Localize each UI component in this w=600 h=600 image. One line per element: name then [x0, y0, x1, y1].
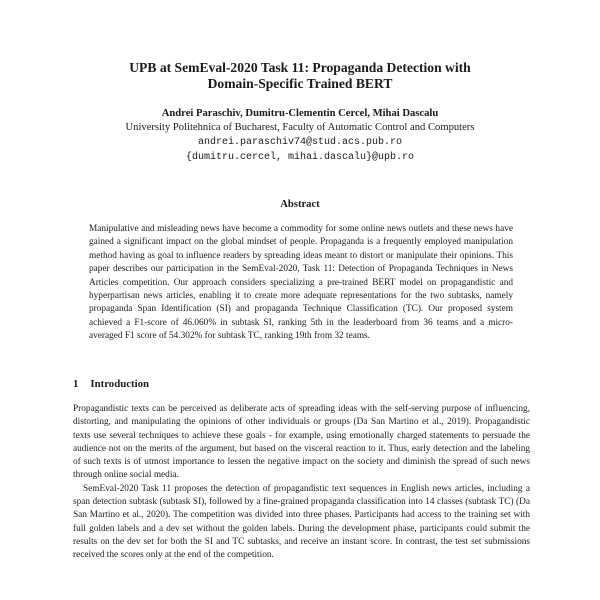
section-title: Introduction [90, 378, 150, 390]
intro-paragraph-1: Propagandistic texts can be perceived as deliberate acts of spreading ideas with the self-serving purpose of influencing, distorting, and manipulating the opinions of other individuals or groups (Da San Martino et al., 2019). Propagandistic texts use several techniques to achieve these goals - for example, using emotionally charged statements to persuade the audience not on the merits of the argument, but based on the visceral reaction to it. Thus, early detection and the labeling of such texts is of utmost importance to lessen the negative impact on the society and diminish the spread of such news through online social media. [73, 404, 530, 481]
paper-title-line-2: Domain-Specific Trained BERT [207, 76, 393, 91]
paper-title-line-1: UPB at SemEval-2020 Task 11: Propaganda Detection with [129, 60, 471, 75]
abstract-heading: Abstract [280, 199, 320, 210]
abstract-text: Manipulative and misleading news have become a commodity for some online news outlets and these news have gained a significant impact on the global mindset of people. Propaganda is a frequently employed manipulation method having as goal to influence readers by spreading ideas meant to distort or manipulate their opinions. This paper describes our participation in the SemEval-2020, Task 11: Detection of Propaganda Techniques in News Articles competition. Our approach considers specializing a pre-trained BERT model on propagandistic and hyperpartisan news articles, enabling it to create more adequate representations for the two subtasks, namely propaganda Span Identification (SI) and propaganda Technique Classification (TC). Our proposed system achieved a F1-score of 46.060% in subtask SI, ranking 5th in the leaderboard from 36 teams and a micro-averaged F1 score of 54.302% for subtask TC, ranking 19th from 32 teams. [89, 224, 513, 342]
intro-paragraph-2: SemEval-2020 Task 11 proposes the detection of propagandistic text sequences in English news articles, including a span detection subtask (subtask SI), followed by a fine-grained propaganda classification into 14 classes (subtask TC) (Da San Martino et al., 2020). The competition was divided into three phases. Participants had access to the training set with full golden labels and a dev set without the golden labels. During the development phase, participants could submit the results on the dev set for both the SI and TC subtasks, and receive an instant score. In contrast, the test set submissions received the scores only at the end of the competition. [73, 483, 530, 561]
author-email-2: {dumitru.cercel, mihai.dascalu}@upb.ro [185, 152, 415, 163]
section-heading-introduction [73, 378, 149, 390]
section-number: 1 [73, 378, 79, 390]
author-list: Andrei Paraschiv, Dumitru-Clementin Cercel, Mihai Dascalu [161, 108, 439, 119]
introduction-body [73, 403, 530, 563]
author-email-1: andrei.paraschiv74@stud.acs.pub.ro [197, 137, 403, 148]
paper-title [60, 60, 540, 92]
affiliation: University Politehnica of Bucharest, Faculty of Automatic Control and Computers [125, 122, 475, 133]
